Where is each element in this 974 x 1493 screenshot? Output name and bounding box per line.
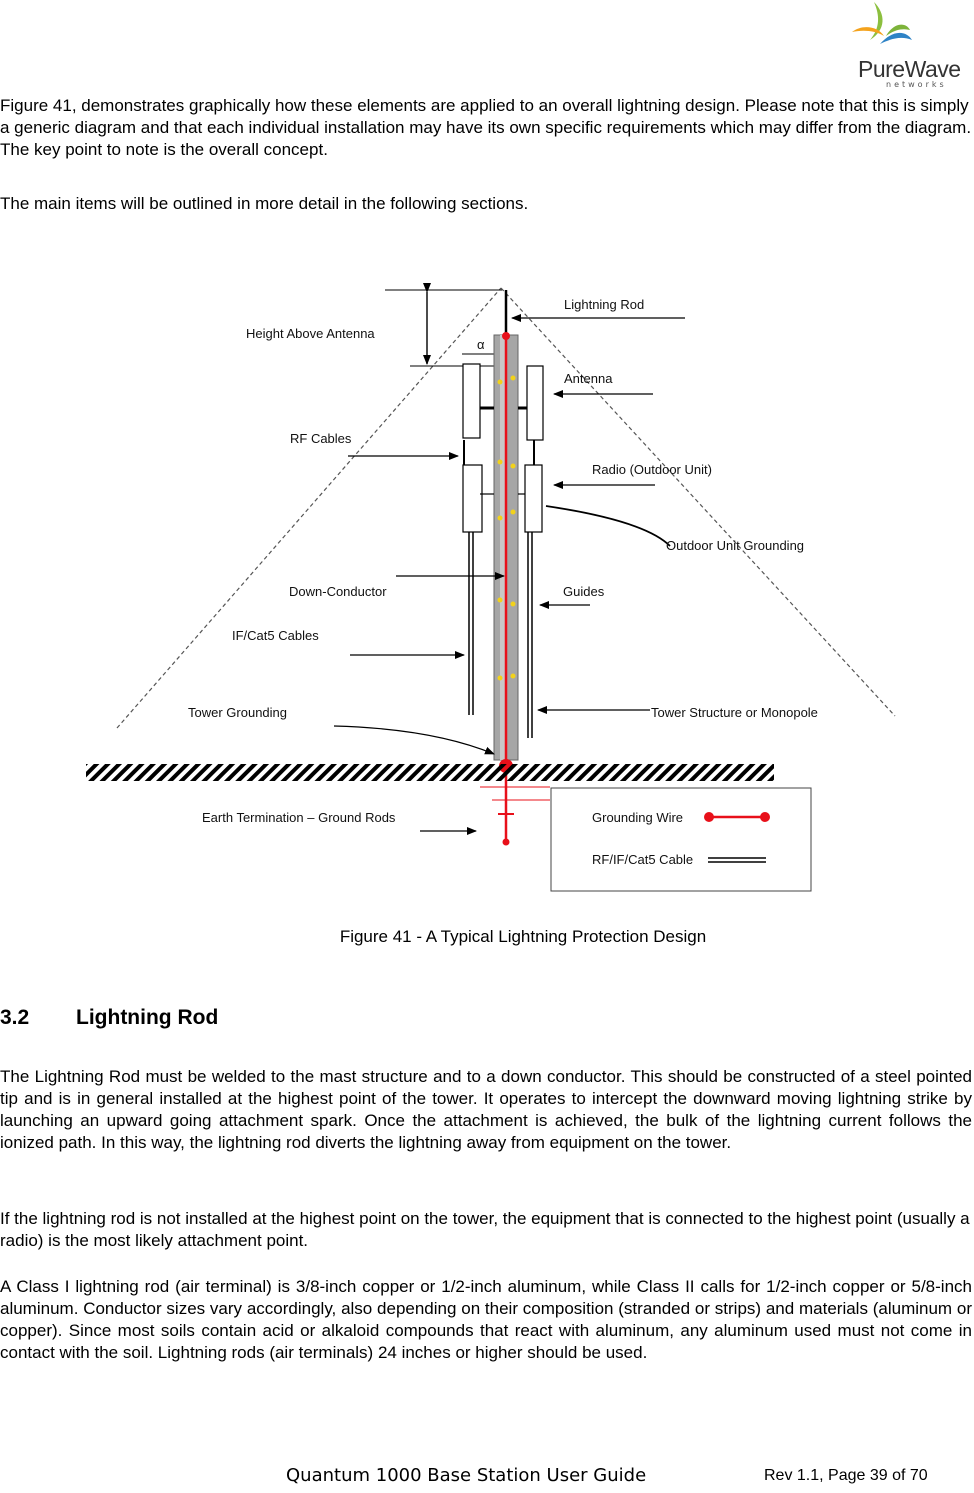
section-title: Lightning Rod (76, 1006, 219, 1029)
legend-grounding-wire-label: Grounding Wire (592, 810, 684, 825)
label-guides: Guides (563, 584, 605, 599)
protection-cone-left (117, 288, 501, 728)
section-heading (0, 1006, 218, 1030)
left-radio (463, 465, 482, 532)
right-antenna (527, 366, 543, 440)
label-down-conductor: Down-Conductor (289, 584, 387, 599)
label-tower-grounding: Tower Grounding (188, 705, 287, 720)
label-lightning-rod: Lightning Rod (564, 297, 645, 312)
page-footer (0, 1465, 974, 1489)
label-earth-termination: Earth Termination – Ground Rods (202, 810, 396, 825)
figure-caption: Figure 41 - A Typical Lightning Protection Design (339, 927, 707, 946)
logo-swoosh-icon (840, 0, 970, 60)
right-radio (525, 465, 542, 532)
label-radio-outdoor-unit: Radio (Outdoor Unit) (592, 462, 712, 477)
intro-paragraph-1: Figure 41, demonstrates graphically how these elements are applied to an overall lightning design. Please note that this is simply a generic diagram and that each individual installation may have its own specific requirements which may differ from the diagram. The key point to note is the overall concept. (0, 96, 972, 159)
section-paragraph-2: If the lightning rod is not installed at the highest point on the tower, the equipment that is connected to the highest point (usually a radio) is the most likely attachment point. (0, 1209, 970, 1250)
label-rf-cables: RF Cables (290, 431, 352, 446)
lightning-protection-diagram (80, 280, 900, 900)
footer-page-info: Rev 1.1, Page 39 of 70 (764, 1467, 928, 1484)
logo-subtext: networks (886, 80, 947, 89)
left-antenna (463, 364, 480, 438)
label-if-cat5-cables: IF/Cat5 Cables (232, 628, 319, 643)
label-outdoor-unit-grounding: Outdoor Unit Grounding (666, 538, 805, 553)
section-paragraph-3: A Class I lightning rod (air terminal) is 3/8-inch copper or 1/2-inch aluminum, while Class II calls for 1/2-inch copper or 5/8-inch aluminum. Conductor sizes vary accordingly, also depending on their composition (stranded or strips) and materials (aluminum or copper). Since most soils contain acid or alkaloid compounds that react with aluminum, any aluminum used must not come in contact with the soil. Lightning rods (air terminals) 24 inches or higher should be used. (0, 1277, 972, 1362)
footer-document-title: Quantum 1000 Base Station User Guide (286, 1465, 647, 1486)
intro-paragraph-2: The main items will be outlined in more detail in the following sections. (0, 194, 529, 213)
purewave-logo (840, 0, 970, 92)
protection-cone-right (501, 288, 895, 716)
ground-surface (86, 764, 774, 781)
diagram-legend (551, 788, 811, 891)
legend-cable-label: RF/IF/Cat5 Cable (592, 852, 694, 867)
section-paragraph-1: The Lightning Rod must be welded to the mast structure and to a down conductor. This should be constructed of a steel pointed tip and is in general installed at the highest point of the tower. It operates to intercept the downward moving lightning strike by launching an upward going attachment spark. Once the attachment is achieved, the bulk of the lightning current follows the ionized path. In this way, the lightning rod diverts the lightning away from equipment on the tower. (0, 1067, 972, 1152)
label-angle: α (477, 337, 485, 352)
label-height-above-antenna: Height Above Antenna (246, 326, 375, 341)
logo-wordmark: PureWave (858, 56, 961, 82)
label-antenna: Antenna (564, 371, 613, 386)
label-tower-structure: Tower Structure or Monopole (651, 705, 818, 720)
section-number: 3.2 (0, 1006, 30, 1029)
